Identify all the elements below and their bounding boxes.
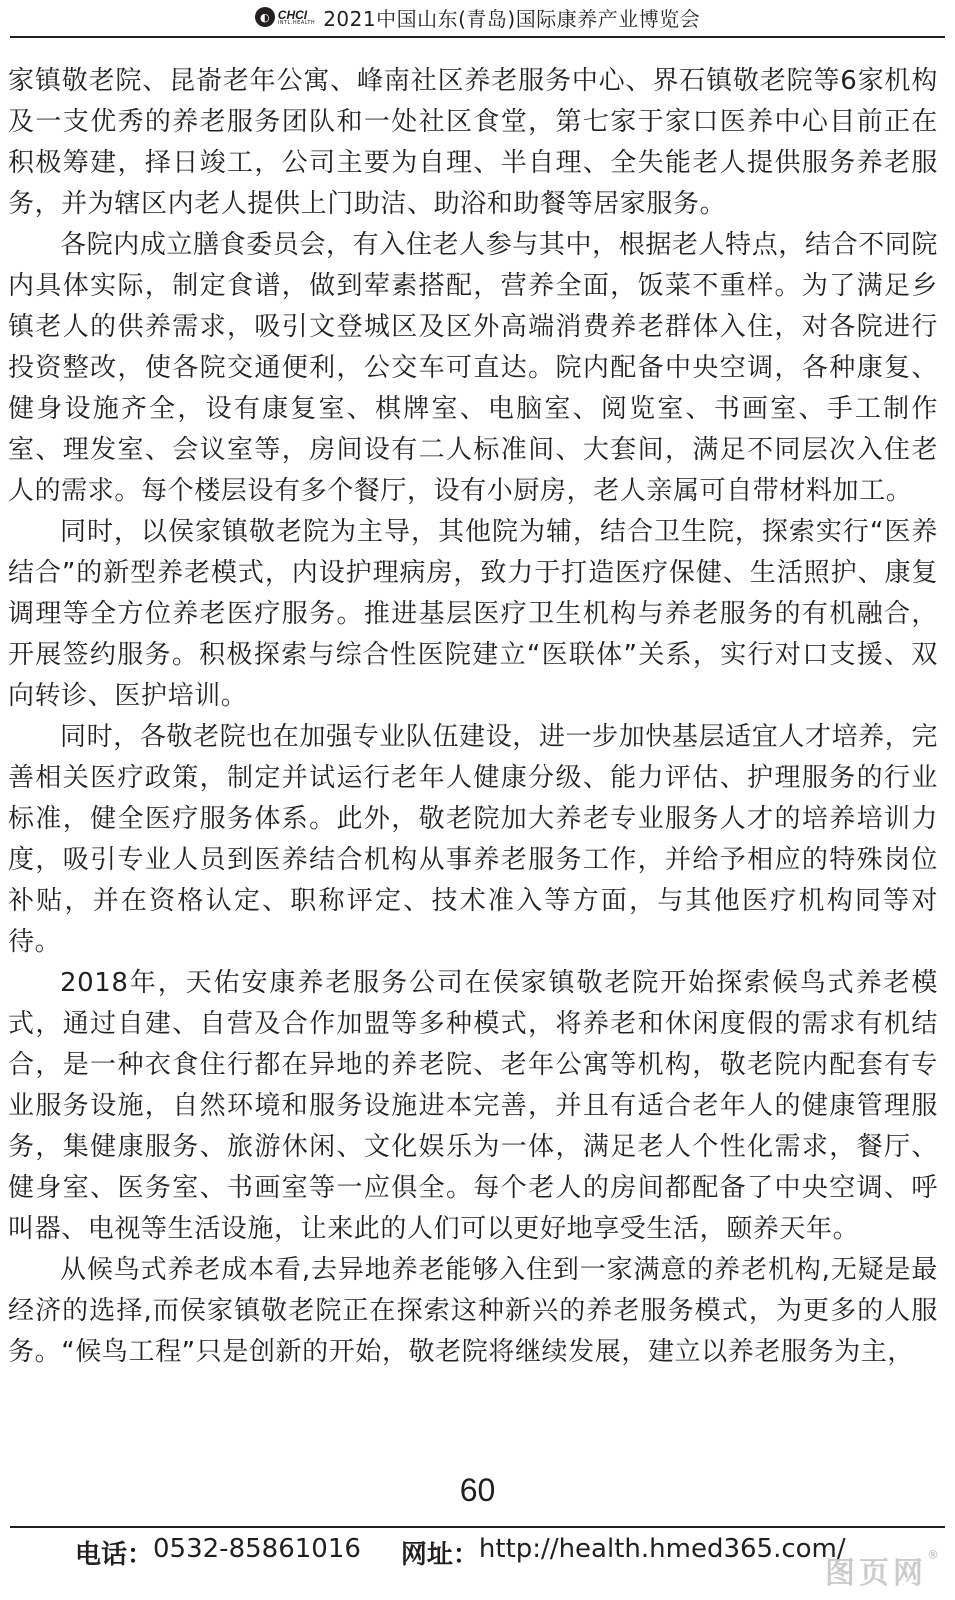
paragraph-4: 同时，各敬老院也在加强专业队伍建设，进一步加快基层适宜人才培养，完善相关医疗政策，制定并试运行老年人健康分级、能力评估、护理服务的行业标准，健全医疗服务体系。此外，敬老院加大养老专业服务人才的培养培训力度，吸引专业人员到医养结合机构从事养老服务工作，并给予相应的特殊岗位补贴，并在资格认定、职称评定、技术准入等方面，与其他医疗机构同等对待。 <box>8 722 938 957</box>
page-number: 60 <box>459 1472 496 1508</box>
page-header <box>0 0 955 34</box>
watermark <box>825 1548 943 1592</box>
page-footer <box>75 1534 846 1571</box>
logo-globe-icon: ◐ <box>255 7 275 27</box>
paragraph-5: 2018年，天佑安康养老服务公司在侯家镇敬老院开始探索候鸟式养老模式，通过自建、自营及合作加盟等多种模式，将养老和休闲度假的需求有机结合，是一种衣食住行都在异地的养老院、老年公寓等机构，敬老院内配套有专业服务设施，自然环境和服务设施进本完善，并且有适合老年人的健康管理服务，集健康服务、旅游休闲、文化娱乐为一体，满足老人个性化需求，餐厅、健身室、医务室、书画室等一应俱全。每个老人的房间都配备了中央空调、呼叫器、电视等生活设施，让来此的人们可以更好地享受生活，颐养天年。 <box>8 968 938 1244</box>
paragraph-2: 各院内成立膳食委员会，有入住老人参与其中，根据老人特点，结合不同院内具体实际，制定食谱，做到荤素搭配，营养全面，饭菜不重样。为了满足乡镇老人的供养需求，吸引文登城区及区外高端消费养老群体入住，对各院进行投资整改，使各院交通便利，公交车可直达。院内配备中央空调，各种康复、健身设施齐全，设有康复室、棋牌室、电脑室、阅览室、书画室、手工制作室、理发室、会议室等，房间设有二人标准间、大套间，满足不同层次入住老人的需求。每个楼层设有多个餐厅，设有小厨房，老人亲属可自带材料加工。 <box>8 230 938 506</box>
article-body <box>8 61 938 1373</box>
website-url: http://health.hmed365.com/ <box>478 1534 846 1564</box>
logo-subtext: INTL.HEALTH <box>277 19 316 26</box>
header-title: 2021中国山东(青岛)国际康养产业博览会 <box>323 6 701 31</box>
header-divider <box>10 36 945 38</box>
logo-text: CHCI <box>277 7 308 22</box>
expo-logo <box>255 7 315 27</box>
paragraph-1: 家镇敬老院、昆嵛老年公寓、峰南社区养老服务中心、界石镇敬老院等6家机构及一支优秀的养老服务团队和一处社区食堂，第七家于家口医养中心目前正在积极筹建，择日竣工，公司主要为自理、半自理、全失能老人提供服务养老服务，并为辖区内老人提供上门助洁、助浴和助餐等居家服务。 <box>8 66 938 219</box>
website-label: 网址： <box>400 1540 479 1570</box>
registered-mark: ® <box>927 1548 943 1562</box>
phone-number: 0532-85861016 <box>153 1534 361 1564</box>
paragraph-3: 同时，以侯家镇敬老院为主导，其他院为辅，结合卫生院，探索实行“医养结合”的新型养老模式，内设护理病房，致力于打造医疗保健、生活照护、康复调理等全方位养老医疗服务。推进基层医疗卫生机构与养老服务的有机融合，开展签约服务。积极探索与综合性医院建立“医联体”关系，实行对口支援、双向转诊、医护培训。 <box>8 517 938 711</box>
paragraph-6: 从候鸟式养老成本看,去异地养老能够入住到一家满意的养老机构,无疑是最经济的选择,而侯家镇敬老院正在探索这种新兴的养老服务模式，为更多的人服务。“候鸟工程”只是创新的开始，敬老院将继续发展，建立以养老服务为主， <box>8 1255 938 1367</box>
watermark-text: 图页网 <box>825 1556 927 1591</box>
footer-divider <box>10 1526 945 1528</box>
phone-label: 电话： <box>75 1540 154 1570</box>
